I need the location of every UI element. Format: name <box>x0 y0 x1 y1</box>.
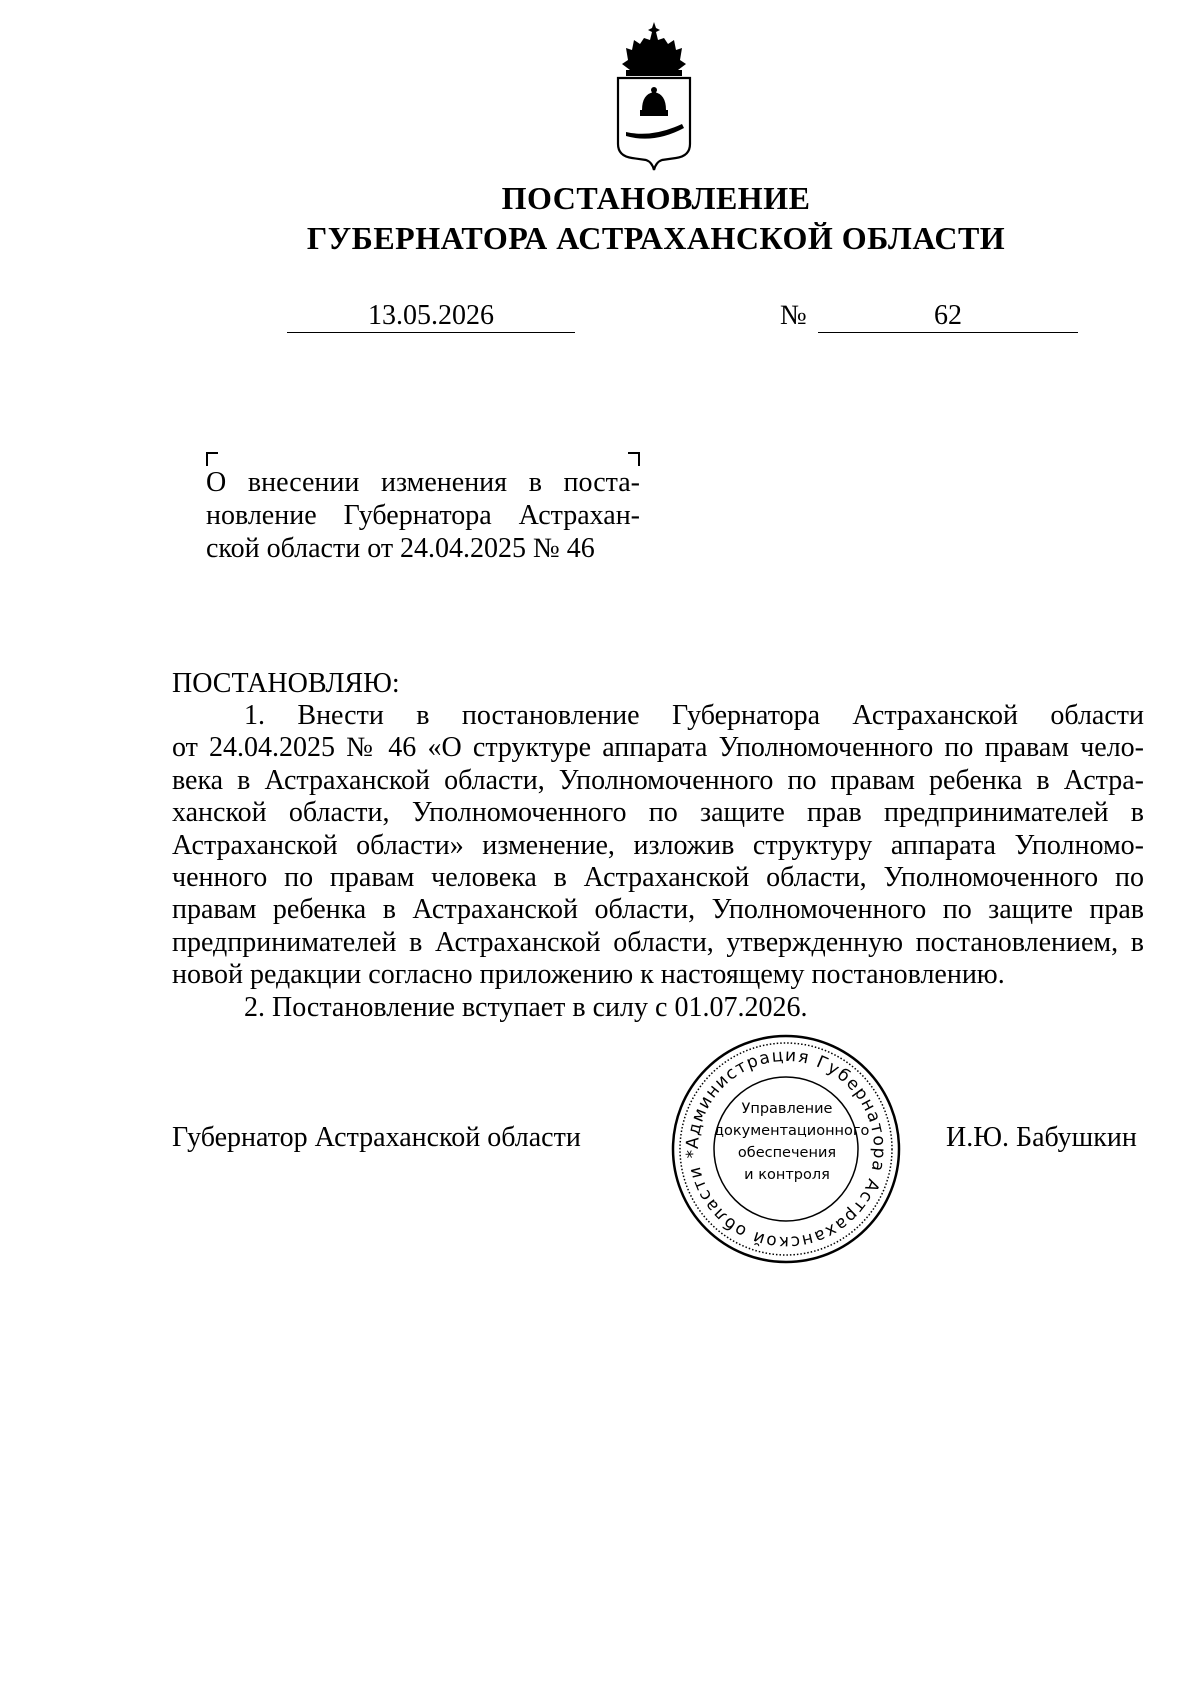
subject-corner-left <box>206 452 218 466</box>
subject-line: ской области от 24.04.2025 № 46 <box>206 533 595 564</box>
stamp-line: Управление <box>741 1101 833 1117</box>
signatory-name: И.Ю. Бабушкин <box>946 1122 1137 1153</box>
stamp-center-text <box>714 1098 870 1186</box>
subject-corner-right <box>628 452 640 466</box>
document-date: 13.05.2026 <box>287 300 575 333</box>
stamp-line: документационного <box>714 1123 870 1139</box>
body-line: Астраханской области» изменение, изложив структуру аппарата Уполномо- <box>172 829 1144 861</box>
body-line: от 24.04.2025 № 46 «О структуре аппарата Уполномоченного по правам чело- <box>172 732 1144 764</box>
body-line: предпринимателей в Астраханской области, утвержденную постановлением, в <box>172 926 1144 958</box>
number-sign: № <box>780 300 807 331</box>
body-line: 2. Постановление вступает в силу с 01.07.2026. <box>244 991 808 1023</box>
body-line: правам ребенка в Астраханской области, Уполномоченного по защите прав <box>172 894 1144 926</box>
body-line: ханской области, Уполномоченного по защите прав предпринимателей в <box>172 797 1144 829</box>
stamp-line: обеспечения <box>737 1145 837 1161</box>
body-line: новой редакции согласно приложению к настоящему постановлению. <box>172 959 1005 991</box>
document-title-line2: ГУБЕРНАТОРА АСТРАХАНСКОЙ ОБЛАСТИ <box>306 220 1006 256</box>
body-line: ченного по правам человека в Астраханской области, Уполномоченного по <box>172 862 1144 894</box>
signatory-position: Губернатор Астраханской области <box>172 1122 581 1153</box>
document-subject <box>206 466 640 565</box>
decree-word: ПОСТАНОВЛЯЮ: <box>172 668 400 699</box>
subject-line: О внесении изменения в поста- <box>206 467 640 498</box>
stamp-line: и контроля <box>744 1167 830 1183</box>
body-line: века в Астраханской области, Уполномоченного по правам ребенка в Астра- <box>172 764 1144 796</box>
subject-line: новление Губернатора Астрахан- <box>206 500 640 531</box>
document-number: 62 <box>818 300 1078 333</box>
document-body <box>172 700 1144 1024</box>
stamp-ring-text: Администрация Губернатора Астраханской области * <box>682 1045 890 1253</box>
astrakhan-coat-of-arms-icon <box>612 20 696 172</box>
document-title-line1: ПОСТАНОВЛЕНИЕ <box>501 180 811 216</box>
body-line: 1. Внести в постановление Губернатора Астраханской области <box>244 700 1144 731</box>
